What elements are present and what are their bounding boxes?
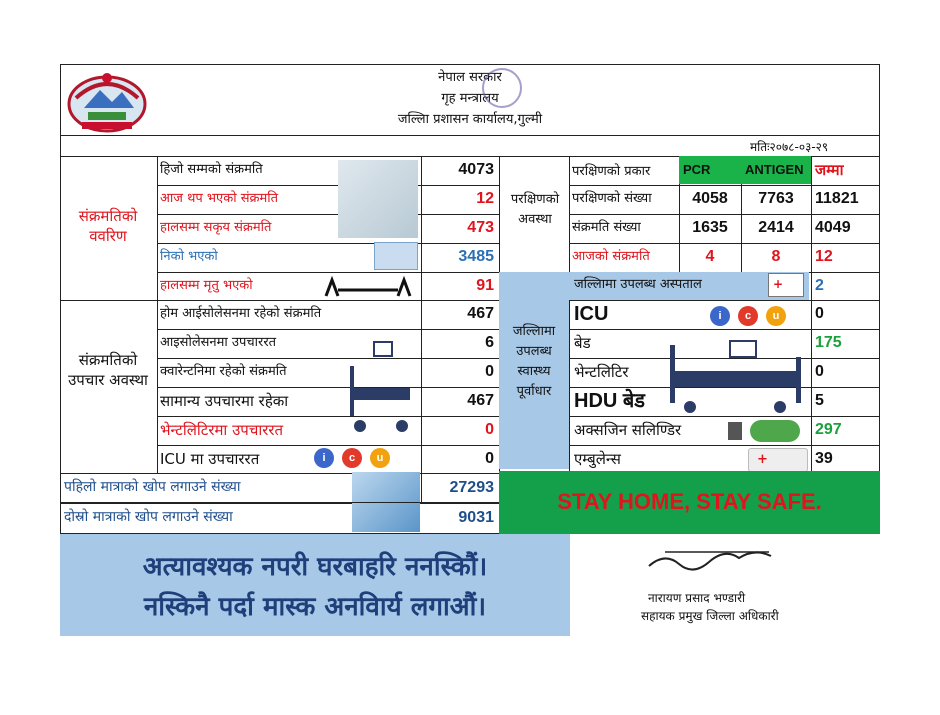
- treatment-row-label: होम आईसोलेसनमा रहेको संक्रमति: [160, 306, 322, 321]
- header-line3: जल्लिा प्रशासन कार्यालय,गुल्मी: [397, 112, 543, 127]
- test-row-total: 4049: [815, 219, 851, 236]
- test-row-pcr: 4: [705, 248, 715, 265]
- hospital-bed-icon: [344, 336, 416, 436]
- test-type-label: परक्षिणको प्रकार: [572, 164, 651, 179]
- test-row-total: 11821: [815, 190, 859, 207]
- test-row-antigen: 8: [771, 248, 781, 265]
- infection-row-label: हालसम्म सकृय संक्रमति: [160, 220, 272, 235]
- total-header: जम्मा: [815, 161, 844, 179]
- infection-group-label: संक्रमतिको ववरिण: [78, 207, 138, 245]
- treatment-group-label: संक्रमतिको उपचार अवस्था: [68, 351, 148, 389]
- pcr-header: PCR: [679, 156, 741, 184]
- vaccine-row-label: दोस्रो मात्राको खोप लगाउने संख्या: [64, 509, 233, 525]
- treatment-row-value: 467: [467, 305, 494, 322]
- infection-row-label: आज थप भएको संक्रमति: [160, 191, 279, 206]
- advice-line2: नस्किनै पर्दा मास्क अनविार्य लगाऔं।: [143, 592, 487, 622]
- vaccine-divider: [60, 502, 499, 503]
- treatment-row-label: सामान्य उपचारमा रहेका: [160, 392, 289, 410]
- facility-row-value: 0: [815, 363, 824, 380]
- facility-row-value: 5: [815, 392, 824, 409]
- signatory-name: नारायण प्रसाद भण्डारी: [648, 591, 746, 605]
- death-icon: [318, 276, 418, 300]
- facility-row-value: 175: [815, 334, 842, 351]
- advice-box: [60, 534, 570, 636]
- facility-row-label: एम्बुलेन्स: [574, 450, 621, 468]
- infection-row-value: 12: [476, 190, 494, 207]
- test-row-pcr: 1635: [692, 219, 728, 236]
- icu-facility-icon: i c u: [710, 306, 796, 326]
- facility-row-value: 39: [815, 450, 833, 467]
- test-row-antigen: 2414: [758, 219, 794, 236]
- test-row-antigen: 7763: [758, 190, 794, 207]
- vaccine-row-value: 9031: [458, 509, 494, 526]
- treatment-row-value: 467: [467, 392, 494, 409]
- vaccine-row-value: 27293: [449, 479, 494, 496]
- infection-row-value: 3485: [458, 248, 494, 265]
- hospital-label: जल्लिामा उपलब्ध अस्पताल: [574, 277, 702, 292]
- recovered-icon: [374, 242, 418, 270]
- infection-row-value: 4073: [458, 161, 494, 178]
- antigen-header: ANTIGEN: [741, 156, 811, 184]
- treatment-row-value: 6: [485, 334, 494, 351]
- hospital-building-icon: +: [768, 273, 804, 297]
- vaccine-row-label: पहिलो मात्राको खोप लगाउने संख्या: [64, 479, 241, 495]
- stay-home-text: STAY HOME, STAY SAFE.: [557, 489, 822, 514]
- patient-photo: [338, 160, 418, 238]
- test-row-label: परक्षिणको संख्या: [572, 191, 652, 206]
- test-row-total: 12: [815, 248, 833, 265]
- facility-row-label: ICU: [574, 303, 609, 325]
- treatment-row-label: क्वारेन्टनिमा रहेको संक्रमति: [160, 364, 287, 379]
- facility-row-label: HDU बेड: [574, 390, 646, 412]
- treatment-row-label: भेन्टलिटिरमा उपचाररत: [160, 421, 284, 439]
- facilities-group-label: जल्लिामा उपलब्ध स्वास्थ्य पूर्वाधार: [512, 324, 556, 399]
- ambulance-icon: +: [748, 448, 808, 472]
- signature-image: [645, 544, 785, 574]
- infection-row-label: निको भएको: [160, 249, 218, 264]
- treatment-row-value: 0: [485, 450, 494, 467]
- treatment-row-label: आइसोलेसनमा उपचाररत: [160, 335, 277, 350]
- treatment-row-value: 0: [485, 421, 494, 438]
- infection-row-label: हिजो सम्मको संक्रमति: [160, 162, 263, 177]
- test-row-label: संक्रमति संख्या: [572, 220, 641, 235]
- signatory-title: सहायक प्रमुख जिल्ला अधिकारी: [641, 609, 779, 623]
- test-row-label: आजको संक्रमति: [572, 249, 650, 264]
- infection-row-value: 91: [476, 277, 494, 294]
- facility-row-label: बेड: [574, 334, 591, 352]
- facility-row-label: भेन्टलिटिर: [574, 363, 629, 381]
- header-line1: नेपाल सरकार: [438, 70, 502, 85]
- advice-line1: अत्यावश्यक नपरी घरबाहरि ननस्किौं।: [142, 552, 488, 582]
- testing-group-label: परक्षिणको अवस्था: [510, 192, 560, 227]
- bed-facility-icon: [660, 335, 810, 415]
- treatment-row-label: ICU मा उपचाररत: [160, 450, 260, 468]
- infection-row-value: 473: [467, 219, 494, 236]
- icu-icon: i c u: [314, 448, 400, 468]
- facility-row-value: 297: [815, 421, 842, 438]
- test-row-pcr: 4058: [692, 190, 728, 207]
- hospital-value: 2: [815, 277, 824, 294]
- header-line2: गृह मन्त्रालय: [441, 91, 499, 106]
- infection-row-label: हालसम्म मृतु भएको: [160, 278, 253, 293]
- stay-home-banner: [499, 471, 880, 534]
- oxygen-icon: [728, 420, 800, 442]
- treatment-row-value: 0: [485, 363, 494, 380]
- report-date: मतिः२०७८-०३-२९: [750, 140, 829, 154]
- facility-row-value: 0: [815, 305, 824, 322]
- facility-row-label: अक्सजिन सलिण्डिर: [574, 421, 682, 439]
